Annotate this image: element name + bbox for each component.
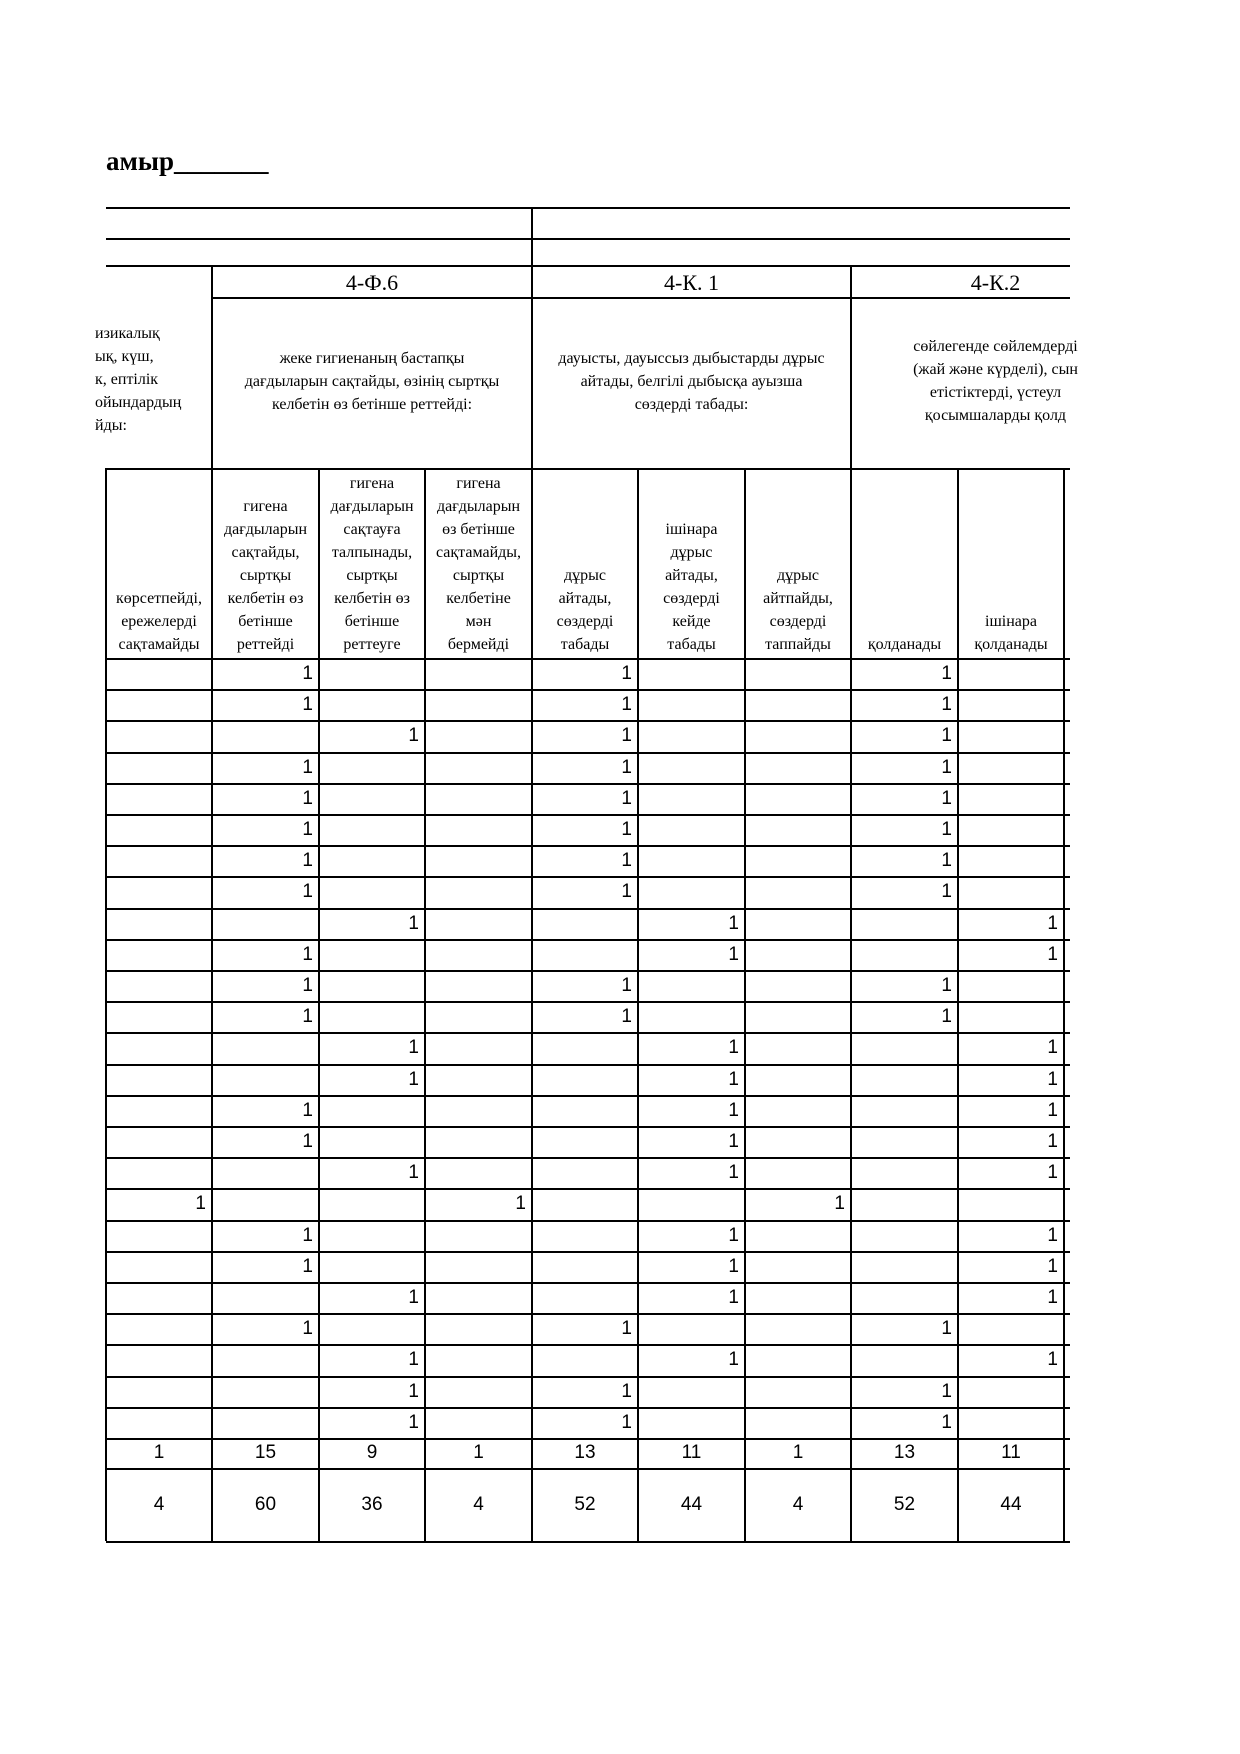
table-cell: 1 — [302, 787, 313, 809]
total-cell: 1 — [153, 1442, 165, 1463]
table-cell: 1 — [621, 850, 632, 872]
total-cell: 11 — [681, 1442, 702, 1463]
table-cell: 1 — [941, 881, 952, 903]
table-cell: 1 — [1047, 1099, 1058, 1121]
table-cell: 1 — [1047, 912, 1058, 934]
column-line — [1063, 468, 1065, 1541]
table-cell: 1 — [941, 1380, 952, 1402]
header-rule-1 — [106, 207, 1070, 209]
column-header: гигена дағдыларын өз бетінше сақтамайды, сыртқы келбетіне мән бермейді — [435, 475, 522, 653]
total-cell: 13 — [574, 1442, 596, 1463]
table-cell: 1 — [408, 1162, 419, 1184]
column-header: дұрыс айтады, сөздерді табады — [556, 567, 614, 653]
table-cell: 1 — [621, 819, 632, 840]
row-line — [106, 1157, 1070, 1159]
table-cell: 1 — [941, 1411, 952, 1433]
header-rule-2 — [106, 238, 1070, 240]
table-cell: 1 — [728, 912, 739, 934]
row-line — [106, 1188, 1070, 1190]
group-divider — [531, 207, 533, 468]
column-header: ішінара қолданады — [974, 613, 1048, 653]
total-cell: 9 — [366, 1442, 378, 1463]
table-cell: 1 — [941, 850, 952, 872]
table-cell: 1 — [302, 943, 313, 965]
header-rule-3 — [106, 265, 1070, 267]
column-header: гигена дағдыларын сақтайды, сыртқы келбетін өз бетінше реттейді — [223, 498, 308, 653]
column-header: көрсетпейді, ережелерді сақтамайды — [116, 590, 202, 653]
table-cell: 1 — [302, 881, 313, 903]
table-cell: 1 — [728, 1068, 739, 1090]
table-cell: 1 — [408, 1349, 419, 1371]
table-cell: 1 — [1047, 1068, 1058, 1090]
row-line — [106, 1032, 1070, 1034]
table-cell: 1 — [728, 1287, 739, 1308]
indicator-description: дауысты, дауыссыз дыбыстарды дұрыс айтады, белгілі дыбысқа ауызша сөздерді табады: — [558, 350, 825, 413]
table-cell: 1 — [728, 943, 739, 965]
table-cell: 1 — [1047, 1037, 1058, 1059]
row-line — [106, 908, 1070, 910]
table-cell: 1 — [1047, 943, 1058, 965]
row-line — [106, 1064, 1070, 1066]
percent-cell: 52 — [893, 1494, 916, 1515]
table-cell: 1 — [1047, 1287, 1058, 1308]
percent-cell: 36 — [361, 1494, 383, 1515]
table-cell: 1 — [195, 1193, 206, 1215]
row-line — [106, 1344, 1070, 1346]
table-cell: 1 — [621, 725, 632, 747]
table-cell: 1 — [941, 975, 952, 996]
table-cell: 1 — [408, 1068, 419, 1090]
table-cell: 1 — [621, 1411, 632, 1433]
table-cell: 1 — [941, 1318, 952, 1340]
indicator-code: 4-К. 1 — [664, 270, 719, 295]
table-cell: 1 — [621, 694, 632, 716]
percent-cell: 4 — [473, 1494, 484, 1515]
table-cell: 1 — [728, 1224, 739, 1246]
table-cell: 1 — [408, 1287, 419, 1308]
page-heading: амыр_______ — [106, 146, 269, 176]
table-cell: 1 — [621, 787, 632, 809]
table-cell: 1 — [621, 663, 632, 684]
indicator-code: 4-К.2 — [970, 270, 1021, 295]
table-cell: 1 — [408, 725, 419, 747]
percent-cell: 52 — [574, 1494, 596, 1515]
total-cell: 13 — [893, 1442, 916, 1463]
table-cell: 1 — [621, 975, 632, 996]
table-cell: 1 — [302, 1255, 313, 1277]
table-cell: 1 — [728, 1349, 739, 1371]
table-cell: 1 — [728, 1162, 739, 1184]
total-cell: 1 — [792, 1442, 804, 1463]
table-cell: 1 — [1047, 1349, 1058, 1371]
table-cell: 1 — [941, 663, 952, 684]
indicator-description: сөйлегенде сөйлемдерді (жай және күрделі), сын етістіктерді, үстеул қосымшаларды қолд — [913, 338, 1078, 424]
table-cell: 1 — [302, 1131, 313, 1152]
table-cell: 1 — [515, 1193, 526, 1215]
table-cell: 1 — [621, 1380, 632, 1402]
table-cell: 1 — [408, 912, 419, 934]
total-cell: 15 — [254, 1442, 277, 1463]
indicator-description: жеке гигиенаның бастапқы дағдыларын сақтайды, өзінің сыртқы келбетін өз бетінше реттейді: — [244, 350, 500, 413]
percent-cell: 44 — [680, 1494, 703, 1515]
table-cell: 1 — [728, 1255, 739, 1277]
table-cell: 1 — [408, 1411, 419, 1433]
table-bottom-rule — [106, 1541, 1070, 1543]
table-cell: 1 — [302, 819, 313, 840]
table-cell: 1 — [302, 1224, 313, 1246]
table-cell: 1 — [408, 1380, 419, 1402]
table-cell: 1 — [621, 881, 632, 903]
table-cell: 1 — [1047, 1224, 1058, 1246]
table-cell: 1 — [302, 663, 313, 684]
table-cell: 1 — [728, 1037, 739, 1059]
table-cell: 1 — [941, 694, 952, 716]
table-cell: 1 — [302, 1318, 313, 1340]
indicator-description: изикалық ық, күш, к, ептілік ойындардың йды: — [95, 325, 182, 434]
assessment-table — [95, 208, 1078, 1556]
table-cell: 1 — [834, 1193, 845, 1215]
total-cell: 1 — [473, 1442, 484, 1463]
table-cell: 1 — [728, 1131, 739, 1152]
table-cell: 1 — [621, 1318, 632, 1340]
table-cell: 1 — [302, 694, 313, 716]
table-cell: 1 — [1047, 1255, 1058, 1277]
table-cell: 1 — [1047, 1162, 1058, 1184]
table-cell: 1 — [408, 1037, 419, 1059]
column-header: ішінара дұрыс айтады, сөздерді кейде табады — [663, 521, 720, 653]
percent-cell: 60 — [254, 1494, 277, 1515]
table-cell: 1 — [302, 756, 313, 778]
percent-cell: 4 — [153, 1494, 165, 1515]
table-cell: 1 — [728, 1099, 739, 1121]
table-cell: 1 — [941, 1006, 952, 1028]
table-cell: 1 — [941, 787, 952, 809]
table-cell: 1 — [621, 1006, 632, 1028]
table-cell: 1 — [302, 1099, 313, 1121]
table-cell: 1 — [1047, 1131, 1058, 1152]
table-cell: 1 — [941, 725, 952, 747]
total-cell: 11 — [1001, 1442, 1021, 1463]
table-cell: 1 — [941, 756, 952, 778]
table-cell: 1 — [302, 1006, 313, 1028]
table-cell: 1 — [302, 975, 313, 996]
indicator-code: 4-Ф.6 — [345, 270, 399, 295]
row-line — [106, 1282, 1070, 1284]
column-header: қолданады — [867, 636, 942, 653]
column-header: дұрыс айтпайды, сөздерді таппайды — [763, 567, 833, 653]
table-cell: 1 — [621, 756, 632, 778]
column-header: гигена дағдыларын сақтауға талпынады, сыртқы келбетін өз бетінше реттеуге — [330, 475, 414, 653]
percent-cell: 44 — [1000, 1494, 1022, 1515]
table-cell: 1 — [302, 850, 313, 872]
percent-cell: 4 — [792, 1494, 804, 1515]
table-cell: 1 — [941, 819, 952, 840]
